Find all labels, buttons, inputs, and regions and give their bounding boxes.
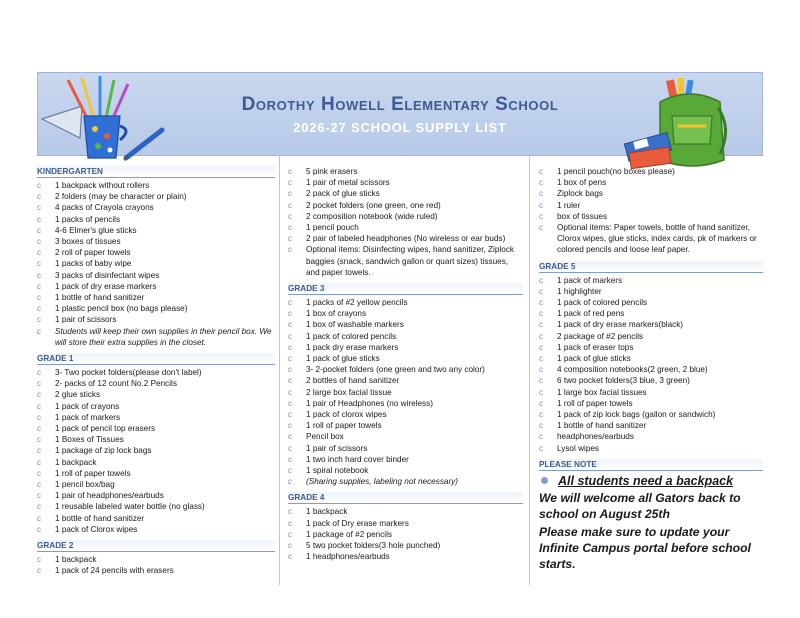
list-item: c 1 pencil pouch(no boxes please) bbox=[539, 167, 675, 176]
list-item: c 4 composition notebooks(2 green, 2 blue) bbox=[539, 365, 708, 375]
supply-list bbox=[539, 166, 763, 256]
section-heading: GRADE 4 bbox=[288, 492, 523, 504]
list-item: c 2 bottles of hand sanitizer bbox=[288, 376, 400, 386]
list-item: c 1 package of zip lock bags bbox=[37, 446, 152, 456]
list-item: c Students will keep their own supplies in their pencil box. We will store their extra supplies in the closet. bbox=[37, 326, 272, 347]
list-item: c 1 pair of scissors bbox=[37, 315, 117, 325]
bullet-icon: c bbox=[37, 412, 41, 422]
list-item: c Pencil box bbox=[288, 432, 344, 442]
list-item: c Optional items: Disinfecting wipes, hand sanitizer, Ziplock baggies (snack, sandwich gallon or quart sizes) tissues, and paper towels. bbox=[288, 245, 514, 277]
bullet-icon: c bbox=[37, 315, 41, 325]
school-name: Dorothy Howell Elementary School bbox=[241, 94, 559, 115]
bullet-icon: c bbox=[288, 365, 292, 375]
bullet-icon: c bbox=[539, 200, 543, 210]
supply-list bbox=[288, 166, 523, 278]
column-divider bbox=[529, 155, 530, 585]
list-item: c 3- 2-pocket folders (one green and two any color) bbox=[288, 365, 485, 375]
bullet-icon: c bbox=[37, 304, 41, 314]
bullet-icon: c bbox=[539, 421, 543, 431]
list-item: c 1 pack of dry erase markers bbox=[37, 281, 157, 291]
grade-4-section bbox=[288, 492, 523, 562]
bullet-icon: c bbox=[37, 390, 41, 400]
list-item: c 1 roll of paper towels bbox=[37, 468, 131, 478]
bullet-icon: c bbox=[288, 518, 292, 528]
list-item: c 1 box of washable markers bbox=[288, 320, 404, 330]
bullet-icon: c bbox=[288, 320, 292, 330]
column-3 bbox=[539, 166, 763, 577]
bullet-icon: c bbox=[37, 270, 41, 280]
list-item: c 1 pack of markers bbox=[539, 275, 623, 285]
list-item: c 1 pack of glue sticks bbox=[288, 354, 380, 364]
please-note-section bbox=[539, 459, 763, 572]
list-item: c 1 pack of Clorox wipes bbox=[37, 524, 138, 534]
list-item: c 5 two pocket folders(3 hole punched) bbox=[288, 541, 441, 551]
bullet-icon: c bbox=[288, 466, 292, 476]
list-item: c 2 package of #2 pencils bbox=[539, 331, 644, 341]
bullet-icon: c bbox=[539, 178, 543, 188]
list-item: c 1 bottle of hand sanitizer bbox=[37, 293, 145, 303]
bullet-icon: c bbox=[288, 398, 292, 408]
list-item: c 1 pack of clorox wipes bbox=[288, 410, 387, 420]
bullet-icon: c bbox=[288, 200, 292, 210]
list-item: c 3 packs of disinfectant wipes bbox=[37, 270, 160, 280]
grade-2-section bbox=[37, 540, 275, 576]
bullet-icon: c bbox=[37, 225, 41, 235]
list-item: c (Sharing supplies, labeling not necessary) bbox=[288, 477, 459, 487]
bullet-icon: c bbox=[37, 468, 41, 478]
supply-list bbox=[288, 506, 523, 562]
section-heading: GRADE 1 bbox=[37, 353, 275, 365]
list-item: c 1 pack dry erase markers bbox=[288, 342, 399, 352]
list-item: c 1 pack of markers bbox=[37, 412, 121, 422]
bullet-icon: c bbox=[539, 410, 543, 420]
bullet-icon: c bbox=[539, 354, 543, 364]
bullet-icon: c bbox=[37, 181, 41, 190]
section-heading: GRADE 5 bbox=[539, 261, 763, 273]
list-item: c 1 spiral notebook bbox=[288, 466, 369, 476]
bullet-icon: c bbox=[37, 237, 41, 247]
supply-list bbox=[37, 554, 275, 576]
bullet-icon: c bbox=[288, 376, 292, 386]
bullet-icon: c bbox=[539, 309, 543, 319]
bullet-icon: c bbox=[539, 211, 543, 221]
list-item: c 1 backpack bbox=[37, 555, 97, 565]
section-heading: GRADE 3 bbox=[288, 283, 523, 295]
bullet-icon: c bbox=[37, 457, 41, 467]
list-item: c 1 roll of paper towels bbox=[539, 398, 633, 408]
bullet-icon: c bbox=[288, 454, 292, 464]
bullet-icon: c bbox=[539, 398, 543, 408]
list-item: c 2 composition notebook (wide ruled) bbox=[288, 211, 438, 221]
bullet-icon: c bbox=[539, 320, 543, 330]
bullet-icon: c bbox=[539, 275, 543, 285]
list-item: c 1 reusable labeled water bottle (no glass) bbox=[37, 502, 205, 512]
bullet-icon: c bbox=[288, 189, 292, 199]
list-item: c 1 pack of eraser tops bbox=[539, 342, 634, 352]
list-item: c 2 pair of labeled headphones (No wireless or ear buds) bbox=[288, 234, 506, 244]
section-heading: GRADE 2 bbox=[37, 540, 275, 552]
bullet-icon: c bbox=[37, 524, 41, 534]
welcome-text: We will welcome all Gators back to school on August 25th bbox=[539, 490, 741, 521]
bullet-icon: c bbox=[288, 552, 292, 562]
bullet-icon: c bbox=[288, 507, 292, 517]
list-item: c 1 backpack without rollers bbox=[37, 181, 150, 190]
bullet-icon: c bbox=[37, 446, 41, 456]
list-item: c 1 backpack bbox=[288, 507, 348, 517]
bullet-icon: c bbox=[288, 211, 292, 221]
list-item: c 1 two inch hard cover binder bbox=[288, 454, 409, 464]
list-item: c 1 pack of 24 pencils with erasers bbox=[37, 566, 174, 576]
bullet-icon: c bbox=[37, 293, 41, 303]
list-item: c 2 roll of paper towels bbox=[37, 248, 131, 258]
list-item: c Optional items: Paper towels, bottle of hand sanitizer, Clorox wipes, glue sticks, index cards, pk of markers or colored pencils and loose leaf paper. bbox=[539, 223, 757, 255]
bullet-icon: c bbox=[288, 354, 292, 364]
bullet-icon: c bbox=[37, 368, 41, 378]
bullet-icon: c bbox=[288, 541, 292, 551]
list-item: c headphones/earbuds bbox=[539, 432, 634, 442]
bullet-icon: c bbox=[288, 529, 292, 539]
column-2 bbox=[288, 166, 523, 568]
list-item: c 1 box of pens bbox=[539, 178, 607, 188]
list-item: c 1 pack of pencil top erasers bbox=[37, 424, 156, 434]
list-item: c 1 pack of crayons bbox=[37, 401, 120, 411]
bullet-icon: c bbox=[288, 342, 292, 352]
backpack-notice: All students need a backpack bbox=[558, 473, 734, 488]
bullet-icon: c bbox=[37, 435, 41, 445]
list-item: c 4 packs of Crayola crayons bbox=[37, 203, 154, 213]
bullet-icon: c bbox=[37, 424, 41, 434]
bullet-icon: c bbox=[539, 387, 543, 397]
list-item: c 1 ruler bbox=[539, 200, 581, 210]
bullet-icon: c bbox=[288, 387, 292, 397]
bullet-icon: c bbox=[539, 342, 543, 352]
section-heading: PLEASE NOTE bbox=[539, 459, 763, 471]
bullet-icon: c bbox=[539, 365, 543, 375]
bullet-icon: c bbox=[539, 298, 543, 308]
list-item: c 1 bottle of hand sanitizer bbox=[539, 421, 647, 431]
grade-4-continued-section bbox=[539, 166, 763, 256]
list-item: c 1 backpack bbox=[37, 457, 97, 467]
bullet-icon: c bbox=[37, 513, 41, 523]
list-item: c 2 pack of glue sticks bbox=[288, 189, 380, 199]
bullet-icon: c bbox=[539, 167, 543, 176]
bullet-icon: c bbox=[288, 432, 292, 442]
grade-5-section bbox=[539, 261, 763, 454]
grade-2-continued-section bbox=[288, 166, 523, 278]
list-item: c 3 boxes of tissues bbox=[37, 237, 121, 247]
list-item: c 5 pink erasers bbox=[288, 167, 358, 176]
list-item: c 1 bottle of hand sanitizer bbox=[37, 513, 145, 523]
list-item: c 1 plastic pencil box (no bags please) bbox=[37, 304, 188, 314]
column-divider bbox=[279, 155, 280, 585]
list-item: c 1 large box facial tissues bbox=[539, 387, 647, 397]
bullet-icon: c bbox=[288, 245, 292, 255]
bullet-icon: c bbox=[288, 167, 292, 176]
supply-list bbox=[539, 275, 763, 454]
bullet-icon: c bbox=[288, 421, 292, 431]
list-title: 2026-27 SCHOOL SUPPLY LIST bbox=[293, 120, 507, 135]
list-item: c 2- packs of 12 count No.2 Pencils bbox=[37, 379, 177, 389]
list-item: c 2 pocket folders (one green, one red) bbox=[288, 200, 441, 210]
list-item: c 1 pair of Headphones (no wireless) bbox=[288, 398, 433, 408]
bullet-icon: c bbox=[37, 214, 41, 224]
bullet-icon: c bbox=[288, 331, 292, 341]
bullet-icon: c bbox=[288, 410, 292, 420]
portal-reminder: Please make sure to update your Infinite Campus portal before school starts. bbox=[539, 524, 751, 571]
bullet-icon: c bbox=[37, 502, 41, 512]
list-item: c 6 two pocket folders(3 blue, 3 green) bbox=[539, 376, 690, 386]
column-1 bbox=[37, 166, 275, 582]
bullet-icon: c bbox=[288, 178, 292, 188]
bullet-icon: c bbox=[37, 259, 41, 269]
list-item: c 1 pack of glue sticks bbox=[539, 354, 631, 364]
list-item: c box of tissues bbox=[539, 211, 608, 221]
list-item: c 4-6 Elmer's glue sticks bbox=[37, 225, 137, 235]
list-item: c 2 glue sticks bbox=[37, 390, 101, 400]
bullet-icon: c bbox=[37, 480, 41, 490]
list-item: c 1 pack of colored pencils bbox=[288, 331, 397, 341]
supply-list bbox=[37, 367, 275, 535]
bullet-icon: c bbox=[37, 566, 41, 576]
bullet-icon: c bbox=[37, 203, 41, 213]
bullet-icon: c bbox=[37, 192, 41, 202]
bullet-icon: c bbox=[37, 401, 41, 411]
bullet-icon: c bbox=[288, 298, 292, 308]
list-item: c 1 pair of scissors bbox=[288, 443, 368, 453]
bullet-icon: c bbox=[37, 281, 41, 291]
list-item: c 1 pack of Dry erase markers bbox=[288, 518, 409, 528]
bullet-icon: c bbox=[37, 379, 41, 389]
bullet-icon: c bbox=[288, 234, 292, 244]
list-item: c 2 large box facial tissue bbox=[288, 387, 392, 397]
section-heading: KINDERGARTEN bbox=[37, 166, 275, 178]
list-item: c 1 pack of dry erase markers(black) bbox=[539, 320, 684, 330]
pencil-cup-clipart bbox=[40, 74, 165, 164]
list-item: c 1 box of crayons bbox=[288, 309, 367, 319]
bullet-icon: c bbox=[539, 331, 543, 341]
bullet-icon: c bbox=[37, 326, 41, 336]
list-item: c 2 folders (may be character or plain) bbox=[37, 192, 187, 202]
bullet-icon: c bbox=[539, 286, 543, 296]
list-item: c 1 pair of metal scissors bbox=[288, 178, 390, 188]
supply-list bbox=[37, 180, 275, 348]
supply-list bbox=[288, 297, 523, 487]
list-item: c 1 package of #2 pencils bbox=[288, 529, 393, 539]
bullet-icon: c bbox=[37, 248, 41, 258]
list-item: c 1 packs of baby wipe bbox=[37, 259, 132, 269]
grade-1-section bbox=[37, 353, 275, 535]
backpack-note bbox=[539, 474, 763, 488]
list-item: c 1 pencil box/bag bbox=[37, 480, 115, 490]
bullet-dot-icon bbox=[541, 477, 548, 484]
list-item: c 1 Boxes of Tissues bbox=[37, 435, 124, 445]
list-item: c 1 pack of red pens bbox=[539, 309, 625, 319]
list-item: c 1 pair of headphones/earbuds bbox=[37, 491, 164, 501]
list-item: c 1 pencil pouch bbox=[288, 223, 359, 233]
list-item: c 1 pack of zip lock bags (gallon or sandwich) bbox=[539, 410, 716, 420]
list-item: c Ziplock bags bbox=[539, 189, 603, 199]
bullet-icon: c bbox=[37, 491, 41, 501]
bullet-icon: c bbox=[37, 555, 41, 565]
list-item: c 1 pack of colored pencils bbox=[539, 298, 648, 308]
bullet-icon: c bbox=[539, 443, 543, 453]
bullet-icon: c bbox=[288, 309, 292, 319]
list-item: c 1 packs of pencils bbox=[37, 214, 121, 224]
list-item: c 1 headphones/earbuds bbox=[288, 552, 390, 562]
bullet-icon: c bbox=[539, 223, 543, 233]
bullet-icon: c bbox=[288, 223, 292, 233]
list-item: c 1 roll of paper towels bbox=[288, 421, 382, 431]
list-item: c 1 packs of #2 yellow pencils bbox=[288, 298, 408, 308]
list-item: c 3- Two pocket folders(please don't label) bbox=[37, 368, 202, 378]
bullet-icon: c bbox=[539, 189, 543, 199]
bullet-icon: c bbox=[539, 432, 543, 442]
grade-3-section bbox=[288, 283, 523, 487]
kindergarten-section bbox=[37, 166, 275, 348]
list-item: c Lysol wipes bbox=[539, 443, 600, 453]
list-item: c 1 highlighter bbox=[539, 286, 602, 296]
bullet-icon: c bbox=[288, 443, 292, 453]
bullet-icon: c bbox=[539, 376, 543, 386]
bullet-icon: c bbox=[288, 477, 292, 487]
backpack-clipart bbox=[620, 78, 740, 173]
